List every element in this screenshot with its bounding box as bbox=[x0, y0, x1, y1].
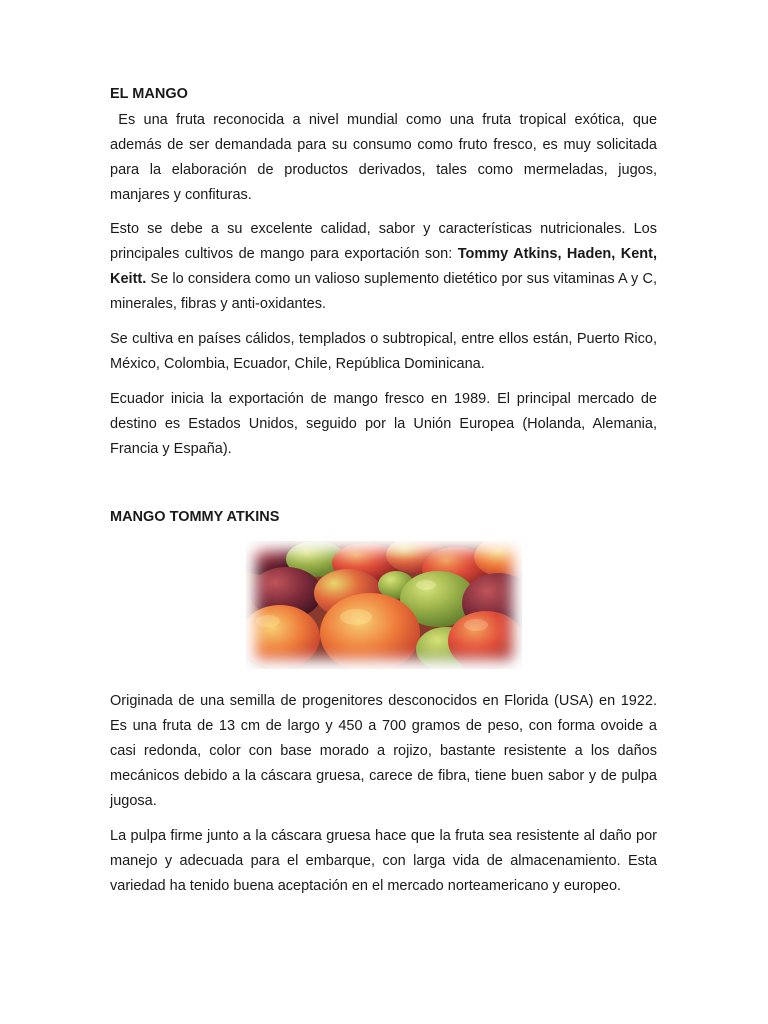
paragraph-paises: Se cultiva en países cálidos, templados o subtropical, entre ellos están, Puerto Rico, México, Colombia, Ecuador, Chile, República Dominicana. bbox=[110, 331, 657, 372]
paragraph-cultivos-text-end: Se lo considera como un valioso suplemento dietético por sus vitaminas A y C, minerales, fibras y anti-oxidantes. bbox=[110, 271, 657, 312]
document-content bbox=[110, 84, 662, 899]
paragraph-cultivos-text-start: Esto se debe a su excelente calidad, sabor y características nutricionales. Los principales cultivos de mango para exportación son: bbox=[110, 221, 657, 262]
section-title-tommy-atkins: MANGO TOMMY ATKINS bbox=[110, 509, 280, 525]
paragraph-origen: Originada de una semilla de progenitores desconocidos en Florida (USA) en 1922. Es una fruta de 13 cm de largo y 450 a 700 gramos de peso, con forma ovoide a casi redonda, color con base morado a rojizo, bastante resistente a los daños mecánicos debido a la cáscara gruesa, carece de fibra, tiene buen sabor y de pulpa jugosa. bbox=[110, 693, 657, 809]
section-title-el-mango: EL MANGO bbox=[110, 86, 188, 102]
varieties-bold-text: Tommy Atkins, Haden, Kent, Keitt. bbox=[110, 246, 657, 287]
paragraph-exportacion: Ecuador inicia la exportación de mango fresco en 1989. El principal mercado de destino es Estados Unidos, seguido por la Unión Europea (Holanda, Alemania, Francia y España). bbox=[110, 391, 657, 457]
mango-photo bbox=[246, 541, 522, 669]
mango-pile-illustration bbox=[246, 541, 522, 669]
paragraph-intro: Es una fruta reconocida a nivel mundial como una fruta tropical exótica, que además de ser demandada para su consumo como fruto fresco, es muy solicitada para la elaboración de productos derivados, tales como mermeladas, jugos, manjares y confituras. bbox=[110, 112, 662, 203]
paragraph-pulpa: La pulpa firme junto a la cáscara gruesa hace que la fruta sea resistente al daño por manejo y adecuada para el embarque, con larga vida de almacenamiento. Esta variedad ha tenido buena aceptación en el mercado norteamericano y europeo. bbox=[110, 828, 657, 894]
paragraph-cultivos bbox=[110, 217, 657, 317]
mango-photo-container bbox=[110, 541, 657, 673]
